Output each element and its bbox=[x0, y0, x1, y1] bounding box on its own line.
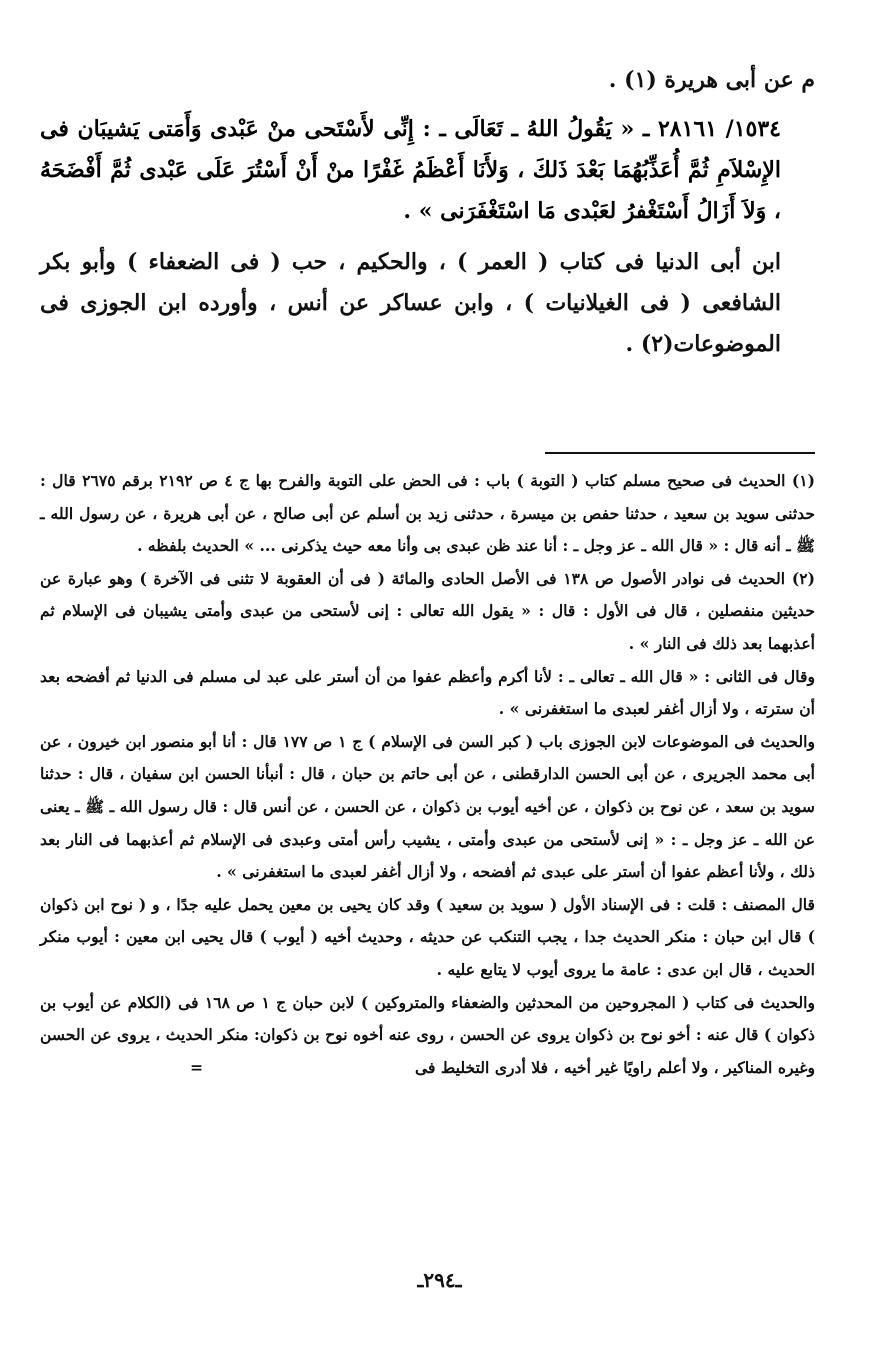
footnote-2-paragraph-2: وقال فى الثانى : « قال الله ـ تعالى ـ : لأنا أكرم وأعظم عفوا من أن أستر على عبد لى مسلم فى الدنيا ثم أفضحه بعد أن سترته ، ولا أزال أغفر لعبدى ما استغفرنى » . bbox=[40, 666, 815, 719]
footnote-2-paragraph-3: والحديث فى الموضوعات لابن الجوزى باب ( كبر السن فى الإسلام ) ج ١ ص ١٧٧ قال : أنا أبو منصور ابن خيرون ، عن أبى محمد الجريرى ، عن أبى الحسن الدارقطنى ، عن أبى حاتم بن حبان ، قال : أنبأنا الحسن ابن سفيان ، قال : حدثنا سويد بن سعد ، عن نوح بن ذكوان ، عن أخيه أيوب بن ذكوان ، عن الحسن ، عن أنس قال : قال رسول الله ـ ﷺ ـ يعنى عن الله ـ عز وجل ـ : « إنى لأستحى من عبدى وأمتى ، يشيب رأس أمتى وعبدى فى الإسلام ثم أعذبهما فى النار بعد ذلك ، ولأنا أعظم عفوا أن أستر على عبدى ثم أفضحه ، ولا أزال أغفر لعبدى ما استغفرنى » . bbox=[40, 731, 816, 882]
footnote-2-paragraph-4: قال المصنف : قلت : فى الإسناد الأول ( سويد بن سعيد ) وقد كان يحيى بن معين يحمل عليه جدًا ، و ( نوح ابن ذكوان ) قال ابن حبان : منكر الحديث جدا ، يجب التنكب عن حديثه ، وحديث أخيه ( أيوب ) قال يحيى ابن معين : أيوب منكر الحديث ، قال ابن عدى : عامة ما يروى أيوب لا يتابع عليه . bbox=[40, 894, 815, 979]
footnotes bbox=[40, 465, 815, 1084]
page-number: ـ٢٩٤ـ bbox=[417, 1268, 462, 1292]
footnote-2-paragraph-5-text: والحديث فى كتاب ( المجروحين من المحدثين والضعفاء والمتروكين ) لابن حبان ج ١ ص ١٦٨ فى (الكلام عن أيوب بن ذكوان ) قال عنه : أخو نوح بن ذكوان يروى عن الحسن ، روى عنه أخوه نوح بن ذكوان: منكر الحديث ، يروى عن الحسن وغيره المناكير ، ولا أعلم راويًا غير أخيه ، فلا أدرى التخليط فى bbox=[40, 992, 815, 1077]
hadith-sources: ابن أبى الدنيا فى كتاب ( العمر ) ، والحكيم ، حب ( فى الضعفاء ) وأبو بكر الشافعى ( فى الغيلانيات ) ، وابن عساكر عن أنس ، وأورده ابن الجوزى فى الموضوعات(٢) . bbox=[40, 249, 781, 357]
footnote-2-paragraph-5 bbox=[40, 987, 815, 1085]
main-text bbox=[40, 60, 815, 365]
footnote-separator bbox=[545, 452, 815, 454]
previous-hadith-end: م عن أبى هريرة (١) . bbox=[608, 67, 815, 93]
page bbox=[40, 60, 815, 1320]
continuation-mark: = bbox=[190, 1057, 204, 1077]
footnote-1: (١) الحديث فى صحيح مسلم كتاب ( التوبة ) باب : فى الحض على التوبة والفرح بها ج ٤ ص ٢١٩٢ برقم ٢٦٧٥ قال : حدثنى سويد بن سعيد ، حدثنا حفص بن ميسرة ، حدثنى زيد بن أسلم عن أبى صالح ، عن أبى هريرة ، عن رسول الله ـ ﷺ ـ أنه قال : « قال الله ـ عز وجل ـ : أنا عند ظن عبدى بى وأنا معه حيث يذكرنى ... » الحديث بلفظه . bbox=[40, 471, 815, 556]
hadith-text: ١٥٣٤/ ٢٨١٦١ ـ « يَقُولُ اللهُ ـ تَعَالَى ـ : إِنِّى لأَسْتَحى منْ عَبْدى وَأَمَتى يَشيبَان فى الإِسْلاَمِ ثُمَّ أُعَذِّبُهُمَا بَعْدَ ذَلكَ ، وَلأَنَا أَعْظَمُ غَفْرًا منْ أَنْ أَسْتُرَ عَلَى عَبْدى ثُمَّ أَفْضَحَهُ ، وَلاَ أَزَالُ أَسْتَغْفرُ لعَبْدى مَا اسْتَغْفَرَنى » . bbox=[40, 116, 781, 224]
footnote-2: (٢) الحديث فى نوادر الأصول ص ١٣٨ فى الأصل الحادى والمائة ( فى أن العقوبة لا تثنى فى الآخرة ) وهو عبارة عن حديثين منفصلين ، قال فى الأول : قال : « يقول الله تعالى : إنى لأستحى من عبدى وأمتى يشيبان فى الإسلام ثم أعذبهما بعد ذلك فى النار » . bbox=[40, 568, 815, 653]
